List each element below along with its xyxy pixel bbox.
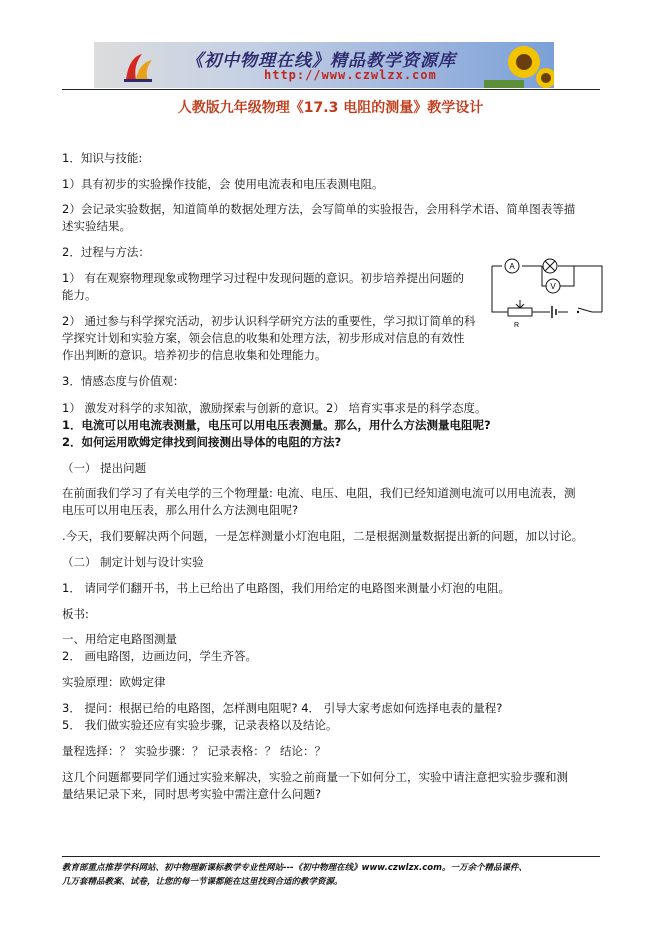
text-line: 2）会记录实验数据，知道简单的数据处理方法，会写简单的实验报告，会用科学术语、简单图表等描 <box>62 202 576 216</box>
text-line: 能力。 <box>62 288 97 302</box>
text-line: 1） 有在观察物理现象或物理学习过程中发现问题的意识。初步培养提出问题的 <box>62 271 464 285</box>
header-divider <box>62 89 600 90</box>
rheostat-label: R <box>514 322 520 329</box>
text-line: 量结果记录下来，同时思考实验中需注意什么问题? <box>62 787 322 801</box>
text-line: 这几个问题都要同学们通过实验来解决，实验之前商量一下如何分工，实验中请注意把实验步骤和测 <box>62 770 568 784</box>
text-line: 学探究计划和实验方案，领会信息的收集和处理方法，初步形成对信息的有效性 <box>62 331 465 345</box>
text-line: .今天，我们要解决两个问题，一是怎样测量小灯泡电阻，二是根据测量数据提出新的问题，加以讨论。 <box>62 529 584 543</box>
text-line: 3．情感态度与价值观： <box>62 374 185 388</box>
text-line: 3． 提问：根据已给的电路图，怎样测电阻呢? 4． 引导大家考虑如何选择电表的量程? <box>62 701 503 715</box>
text-line: 板书: <box>62 607 89 621</box>
text-line: 5． 我们做实验还应有实验步骤，记录表格以及结论。 <box>62 718 338 732</box>
text-line: 2． 画电路图，边画边问，学生齐答。 <box>62 649 257 663</box>
text-line: 在前面我们学习了有关电学的三个物理量: 电流、电压、电阻，我们已经知道测电流可以用电流表，测 <box>62 486 576 500</box>
text-line: 电压可以用电压表，那么用什么方法测电阻呢? <box>62 503 299 517</box>
circuit-diagram <box>488 256 606 330</box>
site-logo-icon <box>120 50 154 84</box>
section-heading: （二） 制定计划与设计实验 <box>62 555 204 569</box>
text-line: 2） 通过参与科学探究活动，初步认识科学研究方法的重要性，学习拟订简单的科 <box>62 314 476 328</box>
text-line: 2．过程与方法： <box>62 245 150 259</box>
ammeter-label: A <box>509 262 515 271</box>
text-line: 实验原理：欧姆定律 <box>62 675 166 689</box>
text-line: 1） 激发对科学的求知欲，激励探索与创新的意识。2） 培育实事求是的科学态度。 <box>62 401 487 415</box>
header-banner <box>94 42 554 88</box>
key-question-2: 2．如何运用欧姆定律找到间接测出导体的电阻的方法? <box>62 435 342 449</box>
text-line: 作出判断的意识。培养初步的信息收集和处理能力。 <box>62 348 327 362</box>
banner-title: 《初中物理在线》精品教学资源库 <box>186 51 456 71</box>
section-heading: （一） 提出问题 <box>62 461 147 475</box>
text-line: 1）具有初步的实验操作技能，会 使用电流表和电压表测电阻。 <box>62 177 384 191</box>
text-line: 述实验结果。 <box>62 219 131 233</box>
key-question-1: 1．电流可以用电流表测量，电压可以用电压表测量。那么，用什么方法测量电阻呢? <box>62 418 491 432</box>
text-line: 1．知识与技能: <box>62 151 143 165</box>
text-line: 量程选择：？ 实验步骤：？ 记录表格：？ 结论：？ <box>62 744 326 758</box>
voltmeter-label: V <box>550 282 556 291</box>
banner-url[interactable]: http://www.czwlzx.com <box>264 68 437 82</box>
text-line: 1． 请同学们翻开书，书上已给出了电路图，我们用给定的电路图来测量小灯泡的电阻。 <box>62 581 510 595</box>
footer-line-1: 教育部重点推荐学科网站、初中物理新课标教学专业性网站---《初中物理在线》www.czwlzx.com。一万余个精品课件、 <box>62 863 527 873</box>
footer-line-2: 几万套精品教案、试卷，让您的每一节课都能在这里找到合适的教学资源。 <box>62 877 343 887</box>
sunflower-icon <box>484 42 554 88</box>
footer-divider <box>62 856 600 857</box>
document-title: 人教版九年级物理《17.3 电阻的测量》教学设计 <box>177 100 484 116</box>
text-line: 一、用给定电路图测量 <box>62 632 177 646</box>
